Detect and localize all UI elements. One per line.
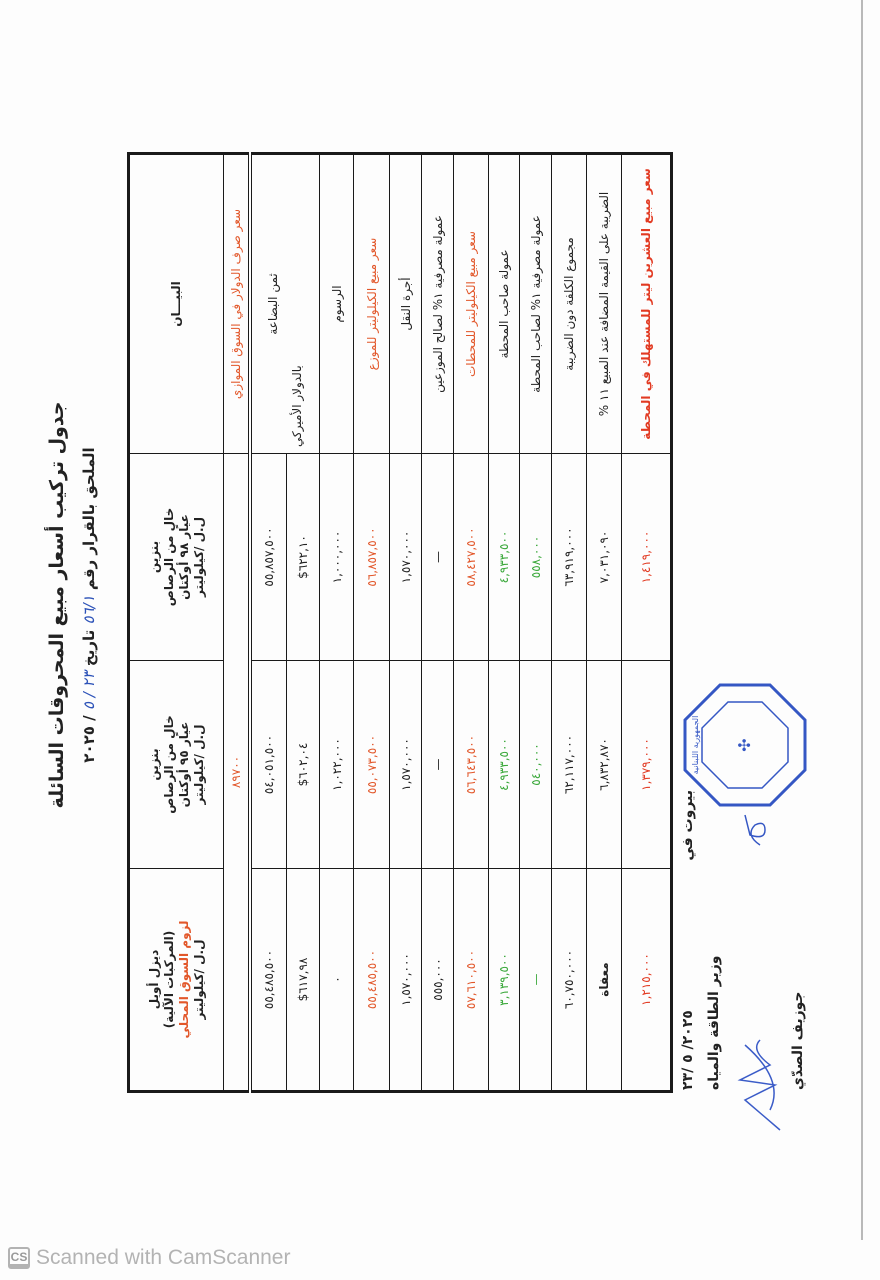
- goods-price-sublabel: بالدولار الأميركي: [290, 365, 305, 447]
- col-line: بنزين: [146, 540, 161, 574]
- cell: —: [422, 454, 454, 661]
- minister-name: جوزيف الصدّي: [790, 991, 806, 1090]
- col-line: (المركبات الآلية): [161, 930, 176, 1029]
- row-label: الضريبة على القيمة المضافة عند المبيع ١١ %: [587, 154, 622, 454]
- cell: ٤,٩٣٣,٥٠٠: [489, 454, 520, 661]
- cell: ٥٥,٤٨٥,٥٠٠: [354, 869, 390, 1092]
- decision-date: ٢٣ / ٥: [80, 671, 98, 711]
- col-line: عيار ٩٥ أوكتان: [176, 721, 191, 808]
- table-row-total-before-tax: [552, 154, 587, 1092]
- decision-year: / ٢٠٢٥: [80, 715, 98, 763]
- table-row-goods-price: [250, 154, 287, 1092]
- signature-place: بيروت في: [680, 790, 696, 861]
- col-line: عيار ٩٨ أوكتان: [176, 514, 191, 600]
- fuel-price-table: [127, 152, 673, 1093]
- cell: ٧,٠٣١,٠٩٠: [587, 454, 622, 661]
- cell: ٦٠,٧٥٠,٠٠٠: [552, 869, 587, 1092]
- cell: ٥٥٥,٠٠٠: [422, 869, 454, 1092]
- stamp-initials-icon: [740, 810, 770, 850]
- cell: ٦٠٢,٠٤$: [287, 661, 320, 869]
- table-row-transport: [390, 154, 422, 1092]
- cell: ٥٥,٤٨٥,٥٠٠: [250, 869, 287, 1092]
- cell: ٥٥,٨٥٧,٥٠٠: [250, 454, 287, 661]
- table-row-consumer-price: [622, 154, 672, 1092]
- cell: ٣,١٣٩,٥٠٠: [489, 869, 520, 1092]
- row-label: مجموع الكلفة دون الضريبة: [552, 154, 587, 454]
- cell: ٥٦,٦٤٣,٥٠٠: [454, 661, 489, 869]
- decision-number: ٥٦/١: [80, 595, 98, 625]
- cell: —: [422, 661, 454, 869]
- camscanner-logo-icon: CS: [8, 1247, 30, 1269]
- subtitle-prefix: الملحق بالقرار رقم: [80, 447, 98, 591]
- cell: ٥٤,٠٥١,٥٠٠: [250, 661, 287, 869]
- table-row-bank-commission-distributors: [422, 154, 454, 1092]
- svg-text:✣: ✣: [735, 738, 754, 752]
- row-label: سعر مبيع الكيلوليتر للموزع: [354, 154, 390, 454]
- column-header-benzine-98: [129, 454, 224, 661]
- row-label: عمولة مصرفية ١% لصالح الموزعين: [422, 154, 454, 454]
- subtitle-date-label: تاريخ: [80, 629, 98, 667]
- camscanner-watermark: [8, 1246, 290, 1270]
- table-row-exchange-rate: [224, 154, 250, 1092]
- cell: ١,٠٠٠,٠٠٠: [320, 454, 354, 661]
- table-header-row: [129, 154, 224, 1092]
- column-header-benzine-95: [129, 661, 224, 869]
- col-line: خالٍ من الرصاص: [161, 715, 176, 814]
- cell: ٥٨,٤٢٧,٥٠٠: [454, 454, 489, 661]
- row-label: أجرة النقل: [390, 154, 422, 454]
- cell: معفاة: [587, 869, 622, 1092]
- camscanner-text: Scanned with CamScanner: [36, 1246, 291, 1269]
- handwritten-signature-icon: [730, 1030, 790, 1140]
- document-subtitle: [80, 370, 98, 840]
- cell: ٦١٧,٩٨$: [287, 869, 320, 1092]
- row-label: [250, 154, 320, 454]
- row-label: الرسوم: [320, 154, 354, 454]
- row-label: سعر مبيع الكيلوليتر للمحطات: [454, 154, 489, 454]
- exchange-rate-value: ٨٩٧٠٠: [224, 454, 250, 1092]
- col-line: ديزل أويل: [146, 949, 161, 1010]
- cell: ٥٤٠,٠٠٠: [520, 661, 552, 869]
- row-label: عمولة مصرفية ١% لصاحب المحطة: [520, 154, 552, 454]
- cell: ٥٦,٨٥٧,٥٠٠: [354, 454, 390, 661]
- col-line: ل.ل /كيلوليتر: [191, 724, 206, 805]
- cell: ١,٥٧٠,٠٠٠: [390, 869, 422, 1092]
- header-label: البيـــان: [129, 154, 224, 454]
- cell: ٤,٩٣٣,٥٠٠: [489, 661, 520, 869]
- cell: ٥٧,٦١٠,٥٠٠: [454, 869, 489, 1092]
- goods-price-label: ثمن البضاعة: [266, 273, 281, 335]
- col-line: ل.ل /كيلوليتر: [191, 939, 206, 1020]
- row-label: سعر مبيع العشرين ليتر للمستهلك في المحطة: [622, 154, 672, 454]
- cell: ٦٣,٩١٩,٠٠٠: [552, 454, 587, 661]
- cell: ١,٠٢٢,٠٠٠: [320, 661, 354, 869]
- cell: ٥٥,٠٧٣,٥٠٠: [354, 661, 390, 869]
- cell: ٦٢,١١٧,٠٠٠: [552, 661, 587, 869]
- col-line: لزوم السوق المحلي: [176, 920, 191, 1039]
- cell: ١,٥٧٠,٠٠٠: [390, 661, 422, 869]
- cell: ١,٤١٩,٠٠٠: [622, 454, 672, 661]
- minister-title: وزير الطاقة والمياه: [706, 955, 722, 1090]
- cell: —: [520, 869, 552, 1092]
- cell: ٠: [320, 869, 354, 1092]
- table-row-station-owner-commission: [489, 154, 520, 1092]
- cell: ١,٣٧٩,٠٠٠: [622, 661, 672, 869]
- col-line: بنزين: [146, 748, 161, 781]
- signature-date: ٢٠٢٥/ ٥ /٢٣: [680, 1010, 696, 1090]
- table-row-bank-commission-station: [520, 154, 552, 1092]
- cell: ١,٥٧٠,٠٠٠: [390, 454, 422, 661]
- svg-text:الجمهورية اللبنانية: الجمهورية اللبنانية: [691, 715, 700, 775]
- column-header-diesel: [129, 869, 224, 1092]
- table-row-distributor-price: [354, 154, 390, 1092]
- row-label: سعر صرف الدولار في السوق الموازي: [224, 154, 250, 454]
- cell: ٦,٨٣٢,٨٧٠: [587, 661, 622, 869]
- document-title: جدول تركيب أسعار مبيع المحروقات السائلة: [46, 401, 68, 809]
- col-line: خالٍ من الرصاص: [161, 507, 176, 607]
- col-line: ل.ل /كيلوليتر: [191, 517, 206, 598]
- table-row-fees: [320, 154, 354, 1092]
- row-label: عمولة صاحب المحطة: [489, 154, 520, 454]
- table-row-vat: [587, 154, 622, 1092]
- cell: ٦٢٢,١٠$: [287, 454, 320, 661]
- table-row-station-price: [454, 154, 489, 1092]
- cell: ١,٢١٥,٠٠٠: [622, 869, 672, 1092]
- cell: ٥٥٨,٠٠٠: [520, 454, 552, 661]
- official-stamp-icon: [680, 680, 810, 810]
